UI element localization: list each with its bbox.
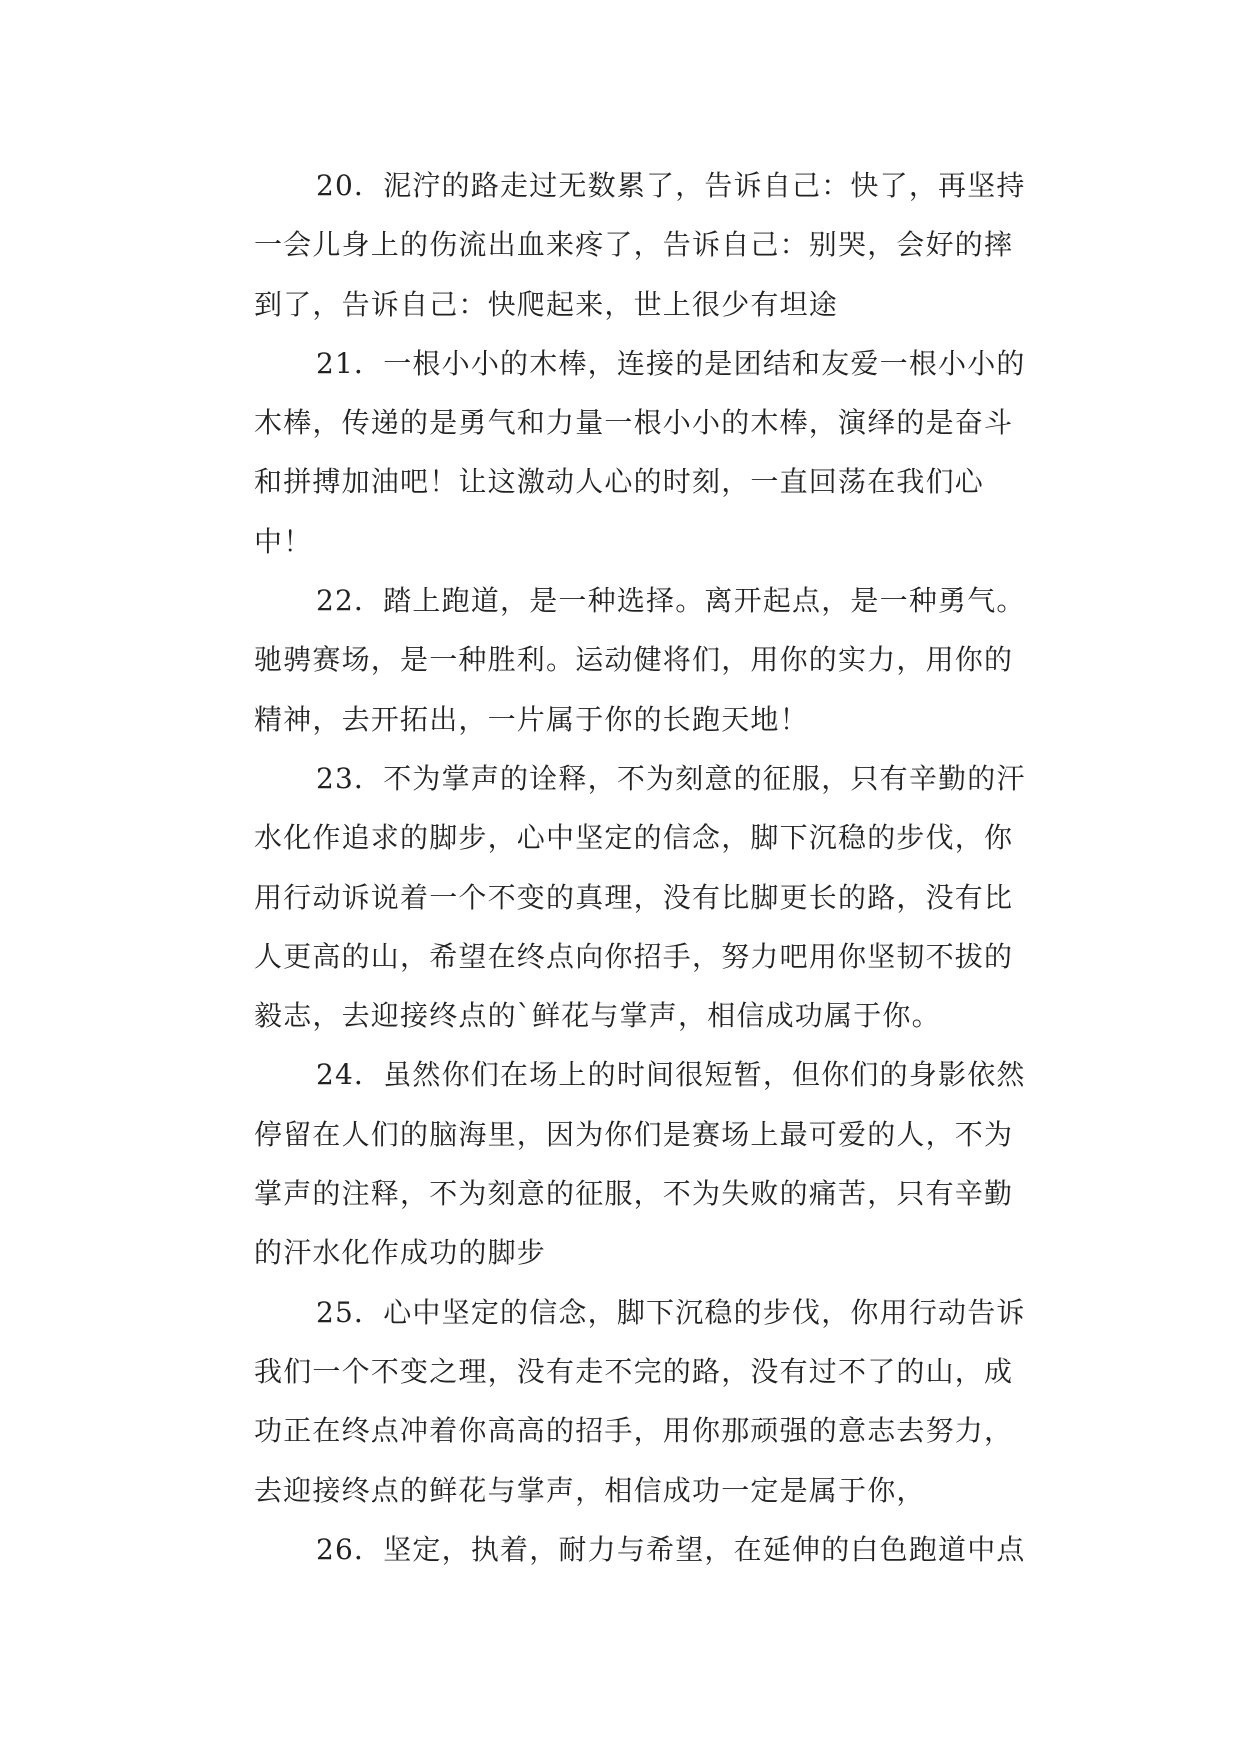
paragraph-24 bbox=[192, 1045, 1048, 1282]
text-line: 23．不为掌声的诠释，不为刻意的征服，只有辛勤的汗 bbox=[316, 761, 1026, 795]
text-line: 24．虽然你们在场上的时间很短暂，但你们的身影依然 bbox=[316, 1058, 1026, 1092]
text-line: 中！ bbox=[254, 524, 313, 558]
text-line: 26．坚定，执着，耐力与希望，在延伸的白色跑道中点 bbox=[316, 1532, 1026, 1566]
text-line: 21．一根小小的木棒，连接的是团结和友爱一根小小的 bbox=[316, 346, 1026, 380]
text-line: 功正在终点冲着你高高的招手，用你那顽强的意志去努力， bbox=[254, 1414, 1014, 1448]
text-line: 一会儿身上的伤流出血来疼了，告诉自己：别哭，会好的摔 bbox=[254, 228, 1014, 262]
text-line: 和拼搏加油吧！让这激动人心的时刻，一直回荡在我们心 bbox=[254, 465, 985, 499]
text-line: 22．踏上跑道，是一种选择。离开起点，是一种勇气。 bbox=[316, 584, 1026, 618]
document-body bbox=[192, 156, 1048, 1579]
text-line: 水化作追求的脚步，心中坚定的信念，脚下沉稳的步伐，你 bbox=[254, 821, 1014, 855]
text-line: 驰骋赛场，是一种胜利。运动健将们，用你的实力，用你的 bbox=[254, 643, 1014, 677]
paragraph-25 bbox=[192, 1283, 1048, 1520]
text-line: 用行动诉说着一个不变的真理，没有比脚更长的路，没有比 bbox=[254, 880, 1014, 914]
text-line: 停留在人们的脑海里，因为你们是赛场上最可爱的人，不为 bbox=[254, 1117, 1014, 1151]
text-line: 木棒，传递的是勇气和力量一根小小的木棒，演绎的是奋斗 bbox=[254, 406, 1014, 440]
text-line: 到了，告诉自己：快爬起来，世上很少有坦途 bbox=[254, 287, 839, 321]
text-line: 我们一个不变之理，没有走不完的路，没有过不了的山，成 bbox=[254, 1354, 1014, 1388]
paragraph-22 bbox=[192, 571, 1048, 749]
text-line: 掌声的注释，不为刻意的征服，不为失败的痛苦，只有辛勤 bbox=[254, 1177, 1014, 1211]
text-line: 精神，去开拓出，一片属于你的长跑天地！ bbox=[254, 702, 809, 736]
text-line: 去迎接终点的鲜花与掌声，相信成功一定是属于你， bbox=[254, 1473, 926, 1507]
text-line: 人更高的山，希望在终点向你招手，努力吧用你坚韧不拔的 bbox=[254, 939, 1014, 973]
text-line: 20．泥泞的路走过无数累了，告诉自己：快了，再坚持 bbox=[316, 169, 1026, 202]
text-line: 毅志，去迎接终点的`鲜花与掌声，相信成功属于你。 bbox=[254, 999, 941, 1033]
paragraph-21 bbox=[192, 334, 1048, 571]
text-line: 25．心中坚定的信念，脚下沉稳的步伐，你用行动告诉 bbox=[316, 1295, 1026, 1329]
paragraph-23 bbox=[192, 749, 1048, 1045]
paragraph-26 bbox=[192, 1520, 1048, 1579]
text-line: 的汗水化作成功的脚步 bbox=[254, 1236, 547, 1270]
paragraph-20 bbox=[192, 156, 1048, 334]
